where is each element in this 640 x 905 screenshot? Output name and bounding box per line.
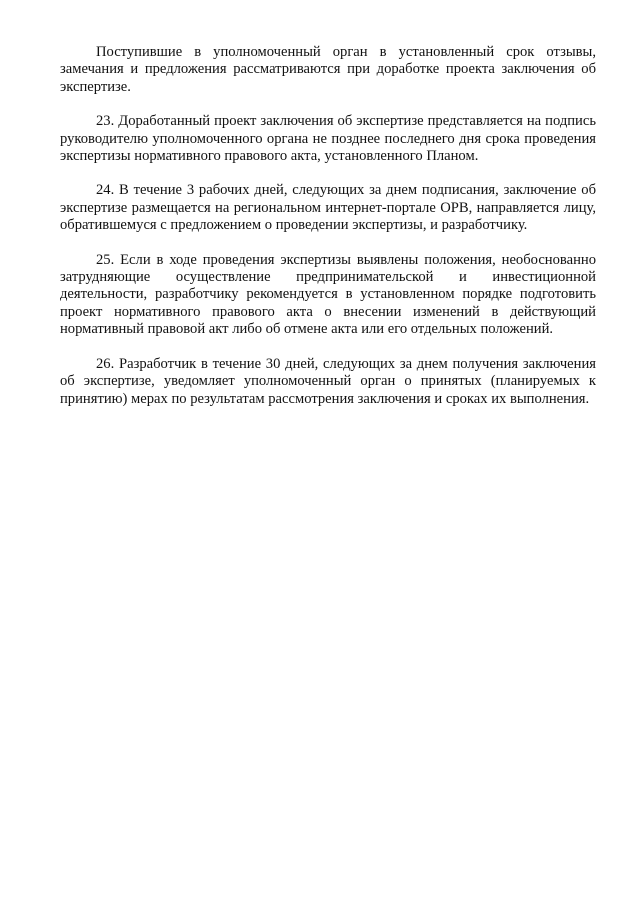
paragraph-comments-review: Поступившие в уполномоченный орган в установленный срок отзывы, замечания и предложения рассматриваются при доработке проекта заключения об экспертизе. — [60, 44, 596, 95]
paragraph-item-24: 24. В течение 3 рабочих дней, следующих за днем подписания, заключение об экспертизе размещается на региональном интернет-портале ОРВ, направляется лицу, обратившемуся с предложением о проведении экспертизы, и разработчику. — [60, 182, 596, 234]
document-body — [60, 44, 596, 425]
paragraph-item-23: 23. Доработанный проект заключения об экспертизе представляется на подпись руководителю уполномоченного органа не позднее последнего дня срока проведения экспертизы нормативного правового акта, установленного Планом. — [60, 113, 596, 165]
paragraph-item-25: 25. Если в ходе проведения экспертизы выявлены положения, необоснованно затрудняющие осуществление предпринимательской и инвестиционной деятельности, разработчику рекомендуется в установленном порядке подготовить проект нормативного правового акта о внесении изменений в действующий нормативный правовой акт либо об отмене акта или его отдельных положений. — [60, 251, 596, 338]
paragraph-item-26: 26. Разработчик в течение 30 дней, следующих за днем получения заключения об экспертизе, уведомляет уполномоченный орган о принятых (планируемых к принятию) мерах по результатам рассмотрения заключения и сроках их выполнения. — [60, 355, 596, 407]
